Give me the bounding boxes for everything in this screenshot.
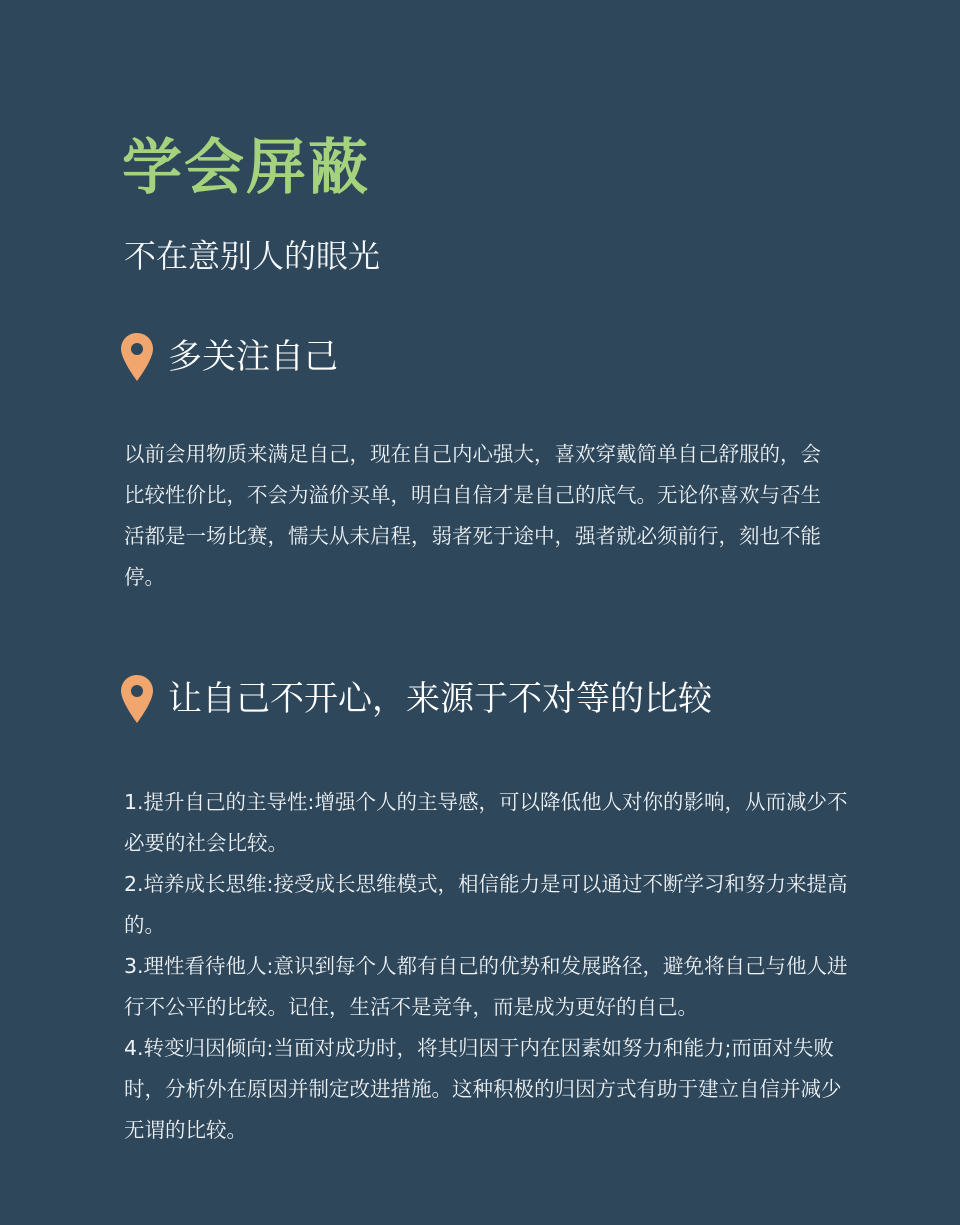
- list-item: 2.培养成长思维:接受成长思维模式，相信能力是可以通过不断学习和努力来提高的。: [124, 872, 848, 937]
- list-item: 3.理性看待他人:意识到每个人都有自己的优势和发展路径，避免将自己与他人进行不公平的比较。记住，生活不是竞争，而是成为更好的自己。: [124, 954, 848, 1019]
- section-paragraph: 以前会用物质来满足自己，现在自己内心强大，喜欢穿戴简单自己舒服的，会比较性价比，不会为溢价买单，明白自信才是自己的底气。无论你喜欢与否生活都是一场比赛，懦夫从未启程，弱者死于途中，强者就必须前行，刻也不能停。: [124, 442, 821, 589]
- map-pin-icon: [120, 332, 154, 382]
- section-title: 多关注自己: [168, 337, 338, 377]
- section-heading-focus-on-self: [120, 332, 338, 382]
- list-item: 4.转变归因倾向:当面对成功时，将其归因于内在因素如努力和能力;而面对失败时，分析外在原因并制定改进措施。这种积极的归因方式有助于建立自信并减少无谓的比较。: [124, 1036, 842, 1142]
- page-title: 学会屏蔽: [122, 133, 370, 203]
- section-heading-unequal-comparison: [120, 674, 712, 724]
- list-item: 1.提升自己的主导性:增强个人的主导感，可以降低他人对你的影响，从而减少不必要的社会比较。: [124, 790, 848, 855]
- map-pin-icon: [120, 674, 154, 724]
- tips-list: [124, 782, 848, 1151]
- section-title: 让自己不开心，来源于不对等的比较: [168, 679, 712, 719]
- page-subtitle: 不在意别人的眼光: [124, 237, 381, 275]
